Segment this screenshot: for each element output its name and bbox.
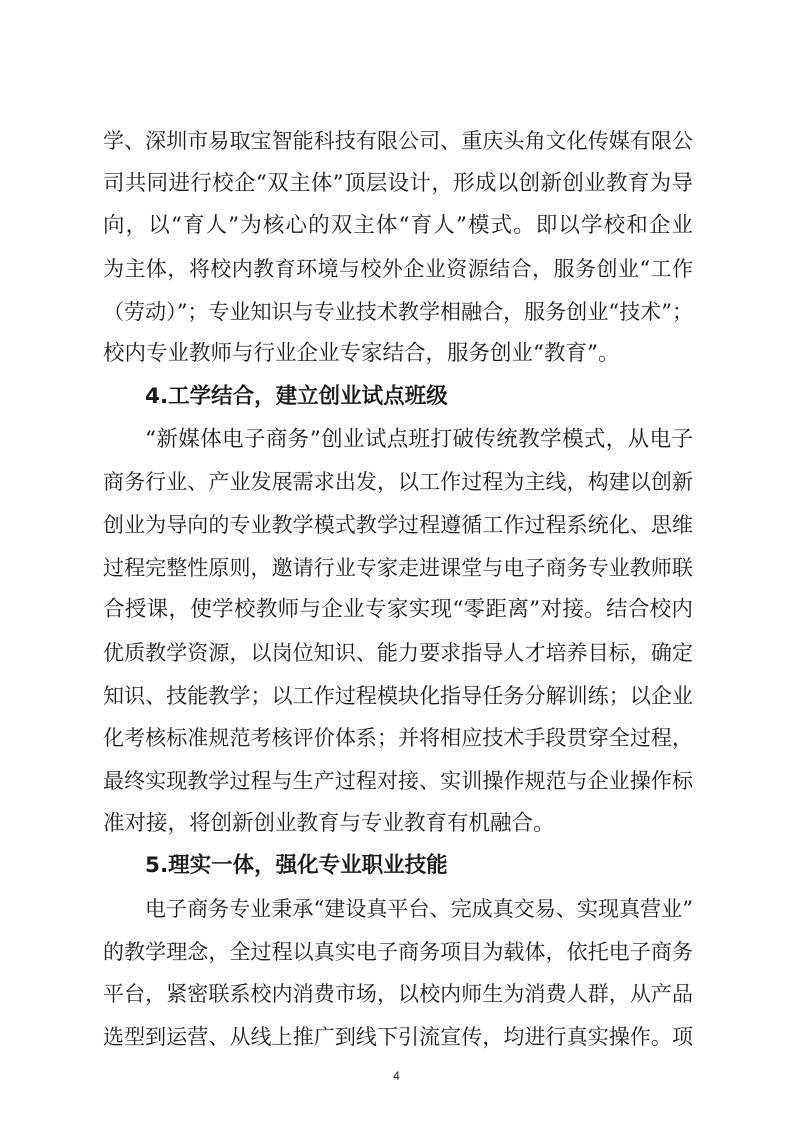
- paragraph-line: 过程完整性原则，邀请行业专家走进课堂与电子商务专业教师联: [103, 556, 693, 580]
- paragraph-line: “新媒体电子商务”创业试点班打破传统教学模式，从电子: [145, 427, 693, 452]
- paragraph-line: 创业为导向的专业教学模式教学过程遵循工作过程系统化、思维: [103, 513, 693, 537]
- paragraph-line: 选型到运营、从线上推广到线下引流宣传，均进行真实操作。项: [103, 1025, 693, 1049]
- paragraph-line: 司共同进行校企“双主体”顶层设计，形成以创新创业教育为导: [103, 171, 693, 196]
- paragraph-line: 化考核标准规范考核评价体系；并将相应技术手段贯穿全过程，: [103, 726, 693, 750]
- paragraph-line: （劳动）”；专业知识与专业技术教学相融合，服务创业“技术”；: [103, 300, 693, 324]
- paragraph-line: 平台，紧密联系校内消费市场，以校内师生为消费人群，从产品: [103, 982, 693, 1006]
- section-heading-4: 4.工学结合，建立创业试点班级: [145, 384, 448, 409]
- page-number: 4: [393, 1069, 400, 1083]
- paragraph-line: 电子商务专业秉承“建设真平台、完成真交易、实现真营业”: [145, 897, 693, 921]
- paragraph-line: 知识、技能教学；以工作过程模块化指导任务分解训练；以企业: [103, 684, 693, 708]
- paragraph-line: 的教学理念，全过程以真实电子商务项目为载体，依托电子商务: [103, 940, 693, 964]
- paragraph-line: 校内专业教师与行业企业专家结合，服务创业“教育”。: [103, 341, 620, 366]
- paragraph-line: 学、深圳市易取宝智能科技有限公司、重庆头角文化传媒有限公: [103, 129, 693, 153]
- paragraph-line: 商务行业、产业发展需求出发，以工作过程为主线，构建以创新: [103, 470, 693, 494]
- paragraph-line: 为主体，将校内教育环境与校外企业资源结合，服务创业“工作: [103, 257, 693, 281]
- paragraph-line: 向，以“育人”为核心的双主体“育人”模式。即以学校和企业: [103, 213, 693, 238]
- paragraph-line: 合授课，使学校教师与企业专家实现“零距离”对接。结合校内: [103, 597, 693, 622]
- paragraph-line: 最终实现教学过程与生产过程对接、实训操作规范与企业操作标: [103, 769, 693, 793]
- paragraph-line: 准对接，将创新创业教育与专业教育有机融合。: [103, 811, 555, 836]
- section-heading-5: 5.理实一体，强化专业职业技能: [145, 853, 448, 878]
- paragraph-line: 优质教学资源，以岗位知识、能力要求指导人才培养目标，确定: [103, 641, 693, 665]
